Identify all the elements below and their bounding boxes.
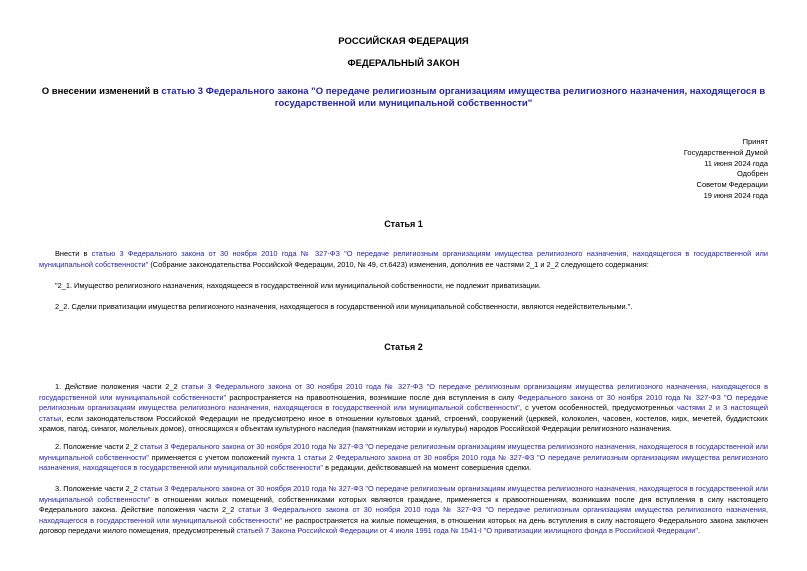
text-run: 1. Действие положения части 2_2 xyxy=(55,382,182,391)
law-link[interactable]: статьи 3 Федерального закона от 30 ноября 2010 года № 327-ФЗ "О передаче религиозным организациям имущества религиозного назначения, находящегося в государственной или муниципальной собственности" xyxy=(39,505,769,525)
text-run: , с учетом особенностей, предусмотренных xyxy=(519,403,677,413)
adoption-line: Одобрен xyxy=(737,169,768,179)
adoption-line: 11 июня 2024 года xyxy=(704,158,768,168)
article-1-heading: Статья 1 xyxy=(384,219,423,229)
text-run: не распространяется на жилые помещения, в отношении которых на день вступления в силу настоящего Федерального закона заключен договор передачи жилого помещения, предусмотренный xyxy=(39,515,768,536)
adoption-line: Советом Федерации xyxy=(696,180,768,190)
article-parts-link[interactable]: частями 2 и 3 настоящей статьи xyxy=(39,403,769,423)
text-run: . xyxy=(698,526,701,536)
law-link[interactable]: Федерального закона от 30 ноября 2010 года № 327-ФЗ "О передаче религиозным организациям имущества религиозного назначения, находящегося в государственной или муниципальной собственности" xyxy=(39,392,768,413)
adoption-line: 19 июня 2024 года xyxy=(703,190,768,200)
text-run: применяется с учетом положений xyxy=(148,452,273,462)
law-title xyxy=(40,86,767,110)
adoption-line: Государственной Думой xyxy=(683,147,768,157)
law-link[interactable]: статьи 3 Федерального закона от 30 ноября 2010 года № 327-ФЗ "О передаче религиозным организациям имущества религиозного назначения, находящегося в государственной или муниципальной собственности" xyxy=(39,484,769,504)
law-link[interactable]: статьи 3 Федерального закона от 30 ноября 2010 года № 327-ФЗ "О передаче религиозным организациям имущества религиозного назначения, находящегося в государственной или муниципальной собственности" xyxy=(39,382,769,402)
country-heading: РОССИЙСКАЯ ФЕДЕРАЦИЯ xyxy=(338,36,469,47)
law-link[interactable]: статьи 3 Федерального закона от 30 ноября 2010 года № 327-ФЗ "О передаче религиозным организациям имущества религиозного назначения, находящегося в государственной или муниципальной собственности" xyxy=(39,442,769,462)
text-run: распространяется на правоотношения, возникшие после дня вступления в силу xyxy=(226,392,518,402)
text-run: (Собрание законодательства Российской Федерации, 2010, № 49, ст.6423) изменения, дополнив ее частями 2_1 и 2_2 следующего содержания: xyxy=(148,259,649,269)
law-title-prefix: О внесении изменений в xyxy=(41,86,162,97)
law-type-heading: ФЕДЕРАЛЬНЫЙ ЗАКОН xyxy=(347,58,460,69)
text-run: Внести в xyxy=(55,249,92,258)
article-1-paragraph xyxy=(39,249,768,270)
article-2-heading: Статья 2 xyxy=(384,342,423,352)
article-2-clause-1 xyxy=(39,382,768,435)
text-run: 2. Положение части 2_2 xyxy=(55,442,140,451)
article-1-part-2-2: 2_2. Сделки приватизации имущества религиозного назначения, находящегося в государственной или муниципальной собственности, являются недействительными.". xyxy=(55,302,633,311)
text-run: в отношении жилых помещений, собственниками которых являются граждане, применяется к правоотношениям, возникшим после дня вступления в силу настоящего Федерального закона. Действие положения части 2_2 xyxy=(39,494,769,515)
article-2-clause-2 xyxy=(39,442,768,474)
text-run: , если законодательством Российской Федерации не предусмотрено иное в отношении культовых зданий, строений, сооружений (церквей, колоколен, часовен, костелов, кирх, мечетей, буддистских храмов, пагод, синагог, молельных домов), относящихся к объектам культурного наследия (памятникам истории и культуры) народов Российской Федерации религиозного назначения. xyxy=(39,413,768,434)
article-2-clause-3 xyxy=(39,484,768,537)
adoption-line: Принят xyxy=(742,137,768,146)
article-1-part-2-1: "2_1. Имущество религиозного назначения, находящееся в государственной или муниципальной собственности, не подлежит приватизации. xyxy=(55,281,541,290)
law-title-link[interactable]: статью 3 Федерального закона "О передаче религиозным организациям имущества религиозного назначения, находящегося в государственной или муниципальной собственности" xyxy=(161,86,766,109)
law-link[interactable]: пункта 1 статьи 2 Федерального закона от 30 ноября 2010 года № 327-ФЗ "О передаче религиозным организациям имущества религиозного назначения, находящегося в государственной или муниципальной собственности" xyxy=(39,452,768,473)
housing-law-link[interactable]: статьей 7 Закона Российской Федерации от 4 июля 1991 года № 1541-I "О приватизации жилищного фонда в Российской Федерации" xyxy=(236,526,699,536)
adoption-block xyxy=(684,137,768,202)
text-run: 3. Положение части 2_2 xyxy=(55,484,140,493)
law-link[interactable]: статью 3 Федерального закона от 30 ноября 2010 года № 327-ФЗ "О передаче религиозным организациям имущества религиозного назначения, находящегося в государственной или муниципальной собственности" xyxy=(39,249,768,269)
text-run: в редакции, действовавшей на момент совершения сделки. xyxy=(323,463,532,473)
